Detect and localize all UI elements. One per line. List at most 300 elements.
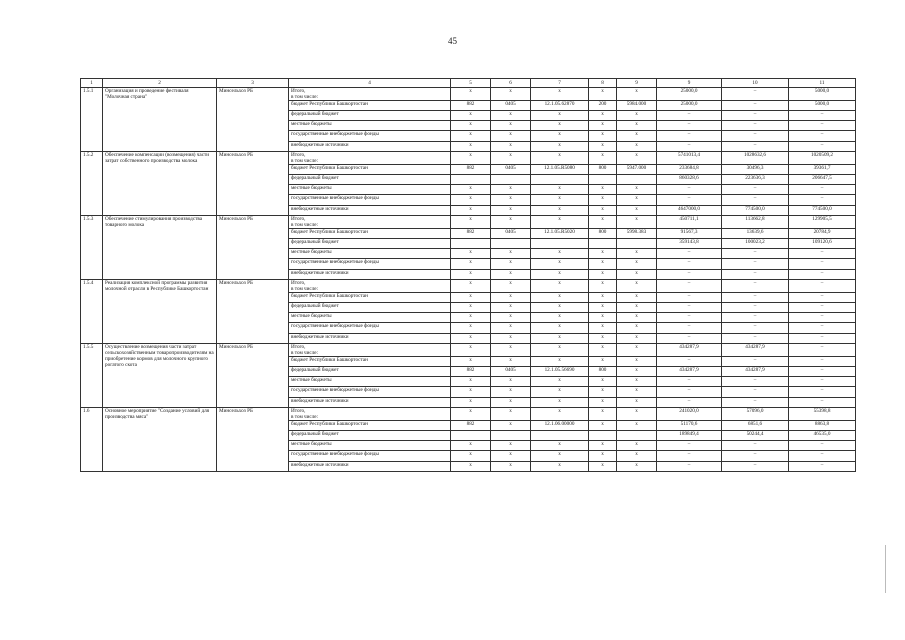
value-cell: 450711,1 [657, 216, 722, 229]
value-cell: x [451, 334, 491, 344]
value-cell: x [589, 377, 617, 387]
value-cell: x [491, 313, 531, 323]
value-cell: x [617, 121, 657, 131]
value-cell: – [789, 303, 856, 313]
value-cell: x [531, 259, 589, 270]
value-cell: – [789, 377, 856, 387]
page-number: 45 [448, 36, 457, 46]
value-cell: x [589, 88, 617, 101]
section-num: 1.5.4 [81, 280, 103, 344]
value-cell: 5741013,4 [657, 152, 722, 165]
value-cell: – [789, 323, 856, 334]
value-cell: x [451, 259, 491, 270]
value-cell: x [491, 270, 531, 280]
value-cell: 0405 [491, 165, 531, 175]
header-cell: 10 [722, 79, 789, 88]
value-cell: x [531, 451, 589, 462]
value-cell: x [451, 293, 491, 303]
value-cell: 434287,9 [657, 367, 722, 377]
section-num: 1.5.3 [81, 216, 103, 280]
value-cell: – [657, 293, 722, 303]
header-cell: 5 [451, 79, 491, 88]
value-cell: x [617, 387, 657, 398]
value-cell: x [491, 398, 531, 408]
funding-source: местные бюджеты [289, 377, 451, 387]
value-cell: x [531, 206, 589, 216]
value-cell: x [451, 249, 491, 259]
value-cell: x [531, 121, 589, 131]
value-cell: x [451, 408, 491, 421]
value-cell: 434287,9 [722, 367, 789, 377]
value-cell: x [491, 185, 531, 195]
value-cell: x [491, 249, 531, 259]
value-cell: 57096,0 [722, 408, 789, 421]
value-cell: – [789, 313, 856, 323]
value-cell: x [589, 195, 617, 206]
value-cell: 12.1.05.R5080 [531, 165, 589, 175]
value-cell: – [657, 334, 722, 344]
funding-source: Итого, в том числе: [289, 280, 451, 293]
table-row [81, 344, 856, 357]
header-cell: 1 [81, 79, 103, 88]
value-cell: x [451, 185, 491, 195]
value-cell: x [617, 334, 657, 344]
value-cell: – [789, 451, 856, 462]
value-cell: 5000,0 [789, 88, 856, 101]
value-cell: x [589, 344, 617, 357]
value-cell: x [491, 334, 531, 344]
value-cell: – [722, 323, 789, 334]
value-cell: – [722, 121, 789, 131]
section-name: Осуществление возмещения части затрат сельскохозяйственным товаропроизводителям на приобретение кормов для молочного крупного рогатого скота [103, 344, 217, 408]
value-cell: – [657, 270, 722, 280]
value-cell: x [531, 377, 589, 387]
value-cell: x [451, 88, 491, 101]
value-cell: x [451, 206, 491, 216]
value-cell: 233684,8 [657, 165, 722, 175]
value-cell: 0405 [491, 101, 531, 111]
value-cell: x [589, 280, 617, 293]
value-cell: x [491, 111, 531, 121]
value-cell: 8863,8 [789, 421, 856, 431]
section-exec: Минсельхоз РБ [217, 408, 289, 472]
value-cell: – [657, 280, 722, 293]
value-cell: x [451, 280, 491, 293]
value-cell: – [722, 303, 789, 313]
value-cell: 129905,5 [789, 216, 856, 229]
value-cell: x [531, 408, 589, 421]
funding-source: внебюджетные источники [289, 270, 451, 280]
value-cell: – [722, 270, 789, 280]
value-cell: – [657, 303, 722, 313]
value-cell: x [617, 451, 657, 462]
funding-source: Итого, в том числе: [289, 344, 451, 357]
value-cell: 20784,9 [789, 229, 856, 239]
funding-source: государственные внебюджетные фонды [289, 387, 451, 398]
value-cell [589, 175, 617, 185]
value-cell: x [451, 121, 491, 131]
value-cell: x [617, 421, 657, 431]
value-cell: x [617, 152, 657, 165]
section-name: Обеспечение компенсации (возмещения) части затрат собственного производства молока [103, 152, 217, 216]
value-cell [617, 175, 657, 185]
value-cell: x [531, 111, 589, 121]
value-cell [451, 175, 491, 185]
funding-source: местные бюджеты [289, 313, 451, 323]
value-cell: x [491, 323, 531, 334]
value-cell: 200 [589, 101, 617, 111]
table-row [81, 408, 856, 421]
value-cell: 882 [451, 421, 491, 431]
value-cell: x [531, 270, 589, 280]
value-cell: x [451, 398, 491, 408]
value-cell: x [531, 142, 589, 152]
funding-source: бюджет Республики Башкортостан [289, 357, 451, 367]
funding-source: федеральный бюджет [289, 239, 451, 249]
funding-source: бюджет Республики Башкортостан [289, 293, 451, 303]
value-cell: 0405 [491, 229, 531, 239]
value-cell: x [491, 421, 531, 431]
value-cell: x [531, 334, 589, 344]
funding-source: местные бюджеты [289, 441, 451, 451]
table-row [81, 88, 856, 101]
value-cell: – [657, 142, 722, 152]
value-cell: – [722, 313, 789, 323]
value-cell: x [617, 131, 657, 142]
value-cell: 109120,6 [789, 239, 856, 249]
value-cell: – [789, 111, 856, 121]
value-cell: x [531, 323, 589, 334]
table-row [81, 280, 856, 293]
value-cell [589, 431, 617, 441]
value-cell: x [451, 131, 491, 142]
value-cell: – [722, 441, 789, 451]
funding-source: государственные внебюджетные фонды [289, 259, 451, 270]
value-cell: x [531, 398, 589, 408]
value-cell: x [531, 249, 589, 259]
value-cell: – [657, 398, 722, 408]
header-cell: 11 [789, 79, 856, 88]
value-cell: x [589, 357, 617, 367]
value-cell: – [789, 293, 856, 303]
value-cell: – [789, 195, 856, 206]
value-cell: 113662,8 [722, 216, 789, 229]
value-cell: 50244,4 [722, 431, 789, 441]
value-cell: – [657, 377, 722, 387]
value-cell: 800 [589, 229, 617, 239]
value-cell: – [722, 88, 789, 101]
header-cell: 8 [589, 79, 617, 88]
value-cell: x [451, 152, 491, 165]
value-cell: 12.1.05.R5020 [531, 229, 589, 239]
value-cell: x [531, 441, 589, 451]
section-num: 1.5.5 [81, 344, 103, 408]
value-cell: – [657, 249, 722, 259]
value-cell: x [491, 142, 531, 152]
value-cell: – [722, 101, 789, 111]
value-cell: – [722, 293, 789, 303]
value-cell: x [617, 441, 657, 451]
section-exec: Минсельхоз РБ [217, 216, 289, 280]
funding-source: местные бюджеты [289, 249, 451, 259]
value-cell: x [451, 451, 491, 462]
value-cell: – [789, 142, 856, 152]
value-cell [491, 431, 531, 441]
funding-source: федеральный бюджет [289, 431, 451, 441]
funding-source: федеральный бюджет [289, 303, 451, 313]
value-cell: x [589, 152, 617, 165]
value-cell: x [617, 377, 657, 387]
value-cell: 46535,0 [789, 431, 856, 441]
value-cell: – [722, 377, 789, 387]
value-cell: x [451, 195, 491, 206]
section-name: Организация и проведение фестиваля "Молочная страна" [103, 88, 217, 152]
header-cell: 9 [617, 79, 657, 88]
header-cell: 3 [217, 79, 289, 88]
value-cell: – [722, 195, 789, 206]
value-cell: 25000,0 [657, 101, 722, 111]
funding-source: внебюджетные источники [289, 462, 451, 472]
value-cell: x [451, 462, 491, 472]
value-cell: 189849,4 [657, 431, 722, 441]
value-cell: – [789, 334, 856, 344]
funding-source: Итого, в том числе: [289, 88, 451, 101]
value-cell: x [491, 387, 531, 398]
value-cell: – [657, 121, 722, 131]
value-cell: x [531, 152, 589, 165]
budget-table [80, 78, 856, 472]
value-cell: – [657, 185, 722, 195]
value-cell: x [451, 344, 491, 357]
value-cell: – [722, 462, 789, 472]
funding-source: бюджет Республики Башкортостан [289, 101, 451, 111]
value-cell: x [589, 303, 617, 313]
value-cell: 434287,9 [657, 344, 722, 357]
value-cell: x [589, 131, 617, 142]
value-cell: x [617, 270, 657, 280]
value-cell: x [491, 195, 531, 206]
value-cell: x [451, 270, 491, 280]
funding-source: государственные внебюджетные фонды [289, 195, 451, 206]
value-cell: 25000,0 [657, 88, 722, 101]
value-cell: x [617, 216, 657, 229]
value-cell: 5947.000 [617, 165, 657, 175]
funding-source: федеральный бюджет [289, 367, 451, 377]
value-cell: x [531, 131, 589, 142]
funding-source: федеральный бюджет [289, 111, 451, 121]
funding-source: местные бюджеты [289, 121, 451, 131]
section-name: Реализация комплексной программы развития молочной отрасли в Республике Башкортостан [103, 280, 217, 344]
value-cell [531, 431, 589, 441]
value-cell: x [531, 357, 589, 367]
value-cell: x [491, 121, 531, 131]
value-cell: 91567,3 [657, 229, 722, 239]
value-cell: x [451, 387, 491, 398]
value-cell: x [617, 357, 657, 367]
value-cell: – [657, 111, 722, 121]
funding-source: внебюджетные источники [289, 334, 451, 344]
funding-source: федеральный бюджет [289, 175, 451, 185]
value-cell: x [589, 111, 617, 121]
value-cell: x [589, 293, 617, 303]
value-cell: – [657, 451, 722, 462]
value-cell: 5000,0 [789, 101, 856, 111]
value-cell: x [491, 216, 531, 229]
value-cell: 55398,8 [789, 408, 856, 421]
value-cell: – [789, 280, 856, 293]
value-cell: x [531, 313, 589, 323]
header-cell: 2 [103, 79, 217, 88]
value-cell: – [789, 121, 856, 131]
value-cell [451, 431, 491, 441]
value-cell: 12.1.05.56690 [531, 367, 589, 377]
value-cell: x [589, 185, 617, 195]
value-cell: – [722, 357, 789, 367]
value-cell: x [617, 462, 657, 472]
value-cell: 882 [451, 165, 491, 175]
section-exec: Минсельхоз РБ [217, 280, 289, 344]
value-cell: x [491, 377, 531, 387]
value-cell: x [589, 398, 617, 408]
value-cell: x [451, 111, 491, 121]
value-cell: – [789, 344, 856, 357]
section-num: 1.5.1 [81, 88, 103, 152]
value-cell: x [617, 344, 657, 357]
value-cell: x [491, 88, 531, 101]
value-cell: x [589, 421, 617, 431]
value-cell: x [451, 357, 491, 367]
value-cell: 241020,0 [657, 408, 722, 421]
value-cell: 774500,0 [722, 206, 789, 216]
value-cell: – [657, 195, 722, 206]
value-cell: 774500,0 [789, 206, 856, 216]
value-cell: 223636,3 [722, 175, 789, 185]
value-cell: x [491, 441, 531, 451]
value-cell [589, 239, 617, 249]
value-cell: – [722, 111, 789, 121]
funding-source: Итого, в том числе: [289, 152, 451, 165]
value-cell: x [491, 462, 531, 472]
header-row [81, 79, 856, 88]
table-row [81, 216, 856, 229]
value-cell: 800 [589, 367, 617, 377]
funding-source: бюджет Республики Башкортостан [289, 421, 451, 431]
value-cell: x [617, 367, 657, 377]
value-cell: x [531, 303, 589, 313]
value-cell: x [617, 398, 657, 408]
value-cell [531, 175, 589, 185]
value-cell: x [451, 303, 491, 313]
value-cell: x [617, 111, 657, 121]
value-cell [531, 239, 589, 249]
value-cell: 800 [589, 165, 617, 175]
header-cell: 7 [531, 79, 589, 88]
value-cell: x [617, 323, 657, 334]
value-cell: – [722, 280, 789, 293]
value-cell: 4647000,0 [657, 206, 722, 216]
value-cell: x [617, 280, 657, 293]
value-cell: – [657, 462, 722, 472]
value-cell: x [491, 293, 531, 303]
value-cell: x [589, 313, 617, 323]
section-name: Основное мероприятие "Создание условий для производства мяса" [103, 408, 217, 472]
value-cell: x [491, 344, 531, 357]
value-cell: 51170,6 [657, 421, 722, 431]
header-cell: 9 [657, 79, 722, 88]
funding-source: государственные внебюджетные фонды [289, 131, 451, 142]
value-cell: x [617, 313, 657, 323]
value-cell: x [491, 131, 531, 142]
value-cell: – [657, 131, 722, 142]
value-cell: x [531, 293, 589, 303]
value-cell: 359143,8 [657, 239, 722, 249]
value-cell: – [722, 185, 789, 195]
funding-source: внебюджетные источники [289, 398, 451, 408]
value-cell: x [617, 249, 657, 259]
value-cell: x [589, 249, 617, 259]
value-cell: x [531, 462, 589, 472]
value-cell: x [491, 451, 531, 462]
value-cell [491, 175, 531, 185]
header-cell: 6 [491, 79, 531, 88]
value-cell: 882 [451, 229, 491, 239]
value-cell: 882 [451, 367, 491, 377]
value-cell: x [589, 408, 617, 421]
value-cell: x [617, 408, 657, 421]
value-cell: 1028632,6 [722, 152, 789, 165]
value-cell: x [617, 185, 657, 195]
value-cell: – [789, 249, 856, 259]
value-cell: – [789, 357, 856, 367]
section-exec: Минсельхоз РБ [217, 152, 289, 216]
value-cell: x [589, 441, 617, 451]
section-exec: Минсельхоз РБ [217, 88, 289, 152]
value-cell: – [722, 451, 789, 462]
funding-source: Итого, в том числе: [289, 408, 451, 421]
value-cell: 206647,5 [789, 175, 856, 185]
value-cell: – [722, 398, 789, 408]
value-cell: – [657, 441, 722, 451]
value-cell: x [451, 441, 491, 451]
value-cell [491, 239, 531, 249]
value-cell: – [789, 131, 856, 142]
value-cell: x [617, 293, 657, 303]
value-cell: 13639,6 [722, 229, 789, 239]
value-cell: x [589, 142, 617, 152]
value-cell: x [589, 121, 617, 131]
funding-source: местные бюджеты [289, 185, 451, 195]
funding-source: бюджет Республики Башкортостан [289, 229, 451, 239]
value-cell: – [657, 323, 722, 334]
value-cell: x [531, 216, 589, 229]
value-cell: x [617, 303, 657, 313]
value-cell: x [589, 323, 617, 334]
section-name: Обеспечение стимулирования производства товарного молока [103, 216, 217, 280]
value-cell: x [617, 142, 657, 152]
value-cell: – [789, 387, 856, 398]
value-cell: x [589, 451, 617, 462]
value-cell [617, 239, 657, 249]
section-num: 1.5.2 [81, 152, 103, 216]
value-cell: 12.1.05.62870 [531, 101, 589, 111]
value-cell: – [722, 131, 789, 142]
value-cell: x [589, 462, 617, 472]
value-cell: x [491, 357, 531, 367]
table-row [81, 152, 856, 165]
value-cell: – [657, 357, 722, 367]
value-cell: x [531, 387, 589, 398]
value-cell: x [531, 88, 589, 101]
